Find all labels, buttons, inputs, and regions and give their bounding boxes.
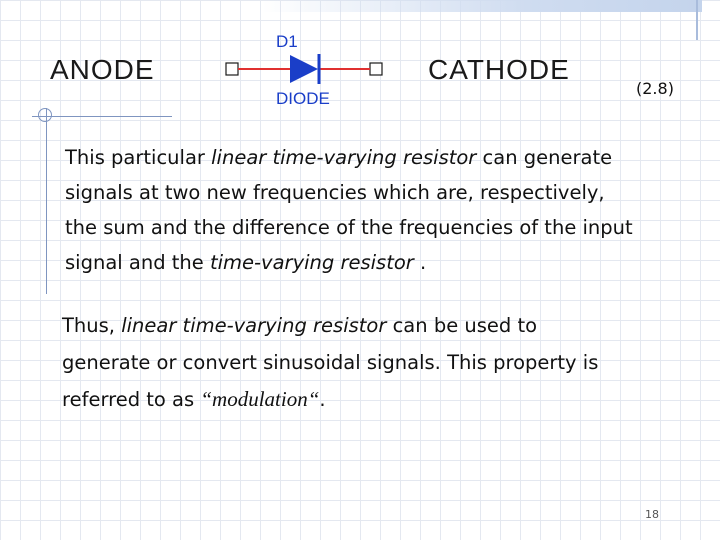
anode-label: ANODE <box>50 54 155 85</box>
emphasis-term: time-varying resistor <box>209 251 414 274</box>
paragraph-2 <box>62 307 598 418</box>
diode-triangle <box>290 55 318 83</box>
paragraph-2-line-3: referred to as “modulation“. <box>62 387 326 411</box>
decorative-top-band <box>262 0 702 12</box>
paragraph-1-line-3: the sum and the difference of the frequencies of the input <box>65 216 633 239</box>
anode-terminal <box>226 63 238 75</box>
page-number: 18 <box>645 508 659 521</box>
cathode-terminal <box>370 63 382 75</box>
modulation-term: “modulation“ <box>200 387 320 411</box>
paragraph-1-line-1: This particular linear time-varying resistor can generate <box>65 146 613 169</box>
cathode-label: CATHODE <box>428 54 570 85</box>
paragraph-1 <box>65 140 633 280</box>
paragraph-1-line-2: signals at two new frequencies which are, respectively, <box>65 181 605 204</box>
decorative-frame-vertical <box>46 108 47 294</box>
decorative-frame-circle <box>38 108 52 122</box>
equation-number: (2.8) <box>636 79 674 98</box>
emphasis-term: linear time-varying resistor <box>121 314 387 337</box>
paragraph-2-line-2: generate or convert sinusoidal signals. This property is <box>62 351 599 374</box>
diode-symbol <box>220 28 390 110</box>
paragraph-2-line-1: Thus, linear time-varying resistor can be used to <box>62 314 538 337</box>
emphasis-term: linear time-varying resistor <box>211 146 477 169</box>
decorative-frame-horizontal <box>32 116 172 117</box>
paragraph-1-line-4: signal and the time-varying resistor . <box>65 251 427 274</box>
decorative-top-right-line <box>696 0 698 40</box>
diode-type-label: DIODE <box>276 89 330 108</box>
diode-ref-label: D1 <box>276 32 298 51</box>
